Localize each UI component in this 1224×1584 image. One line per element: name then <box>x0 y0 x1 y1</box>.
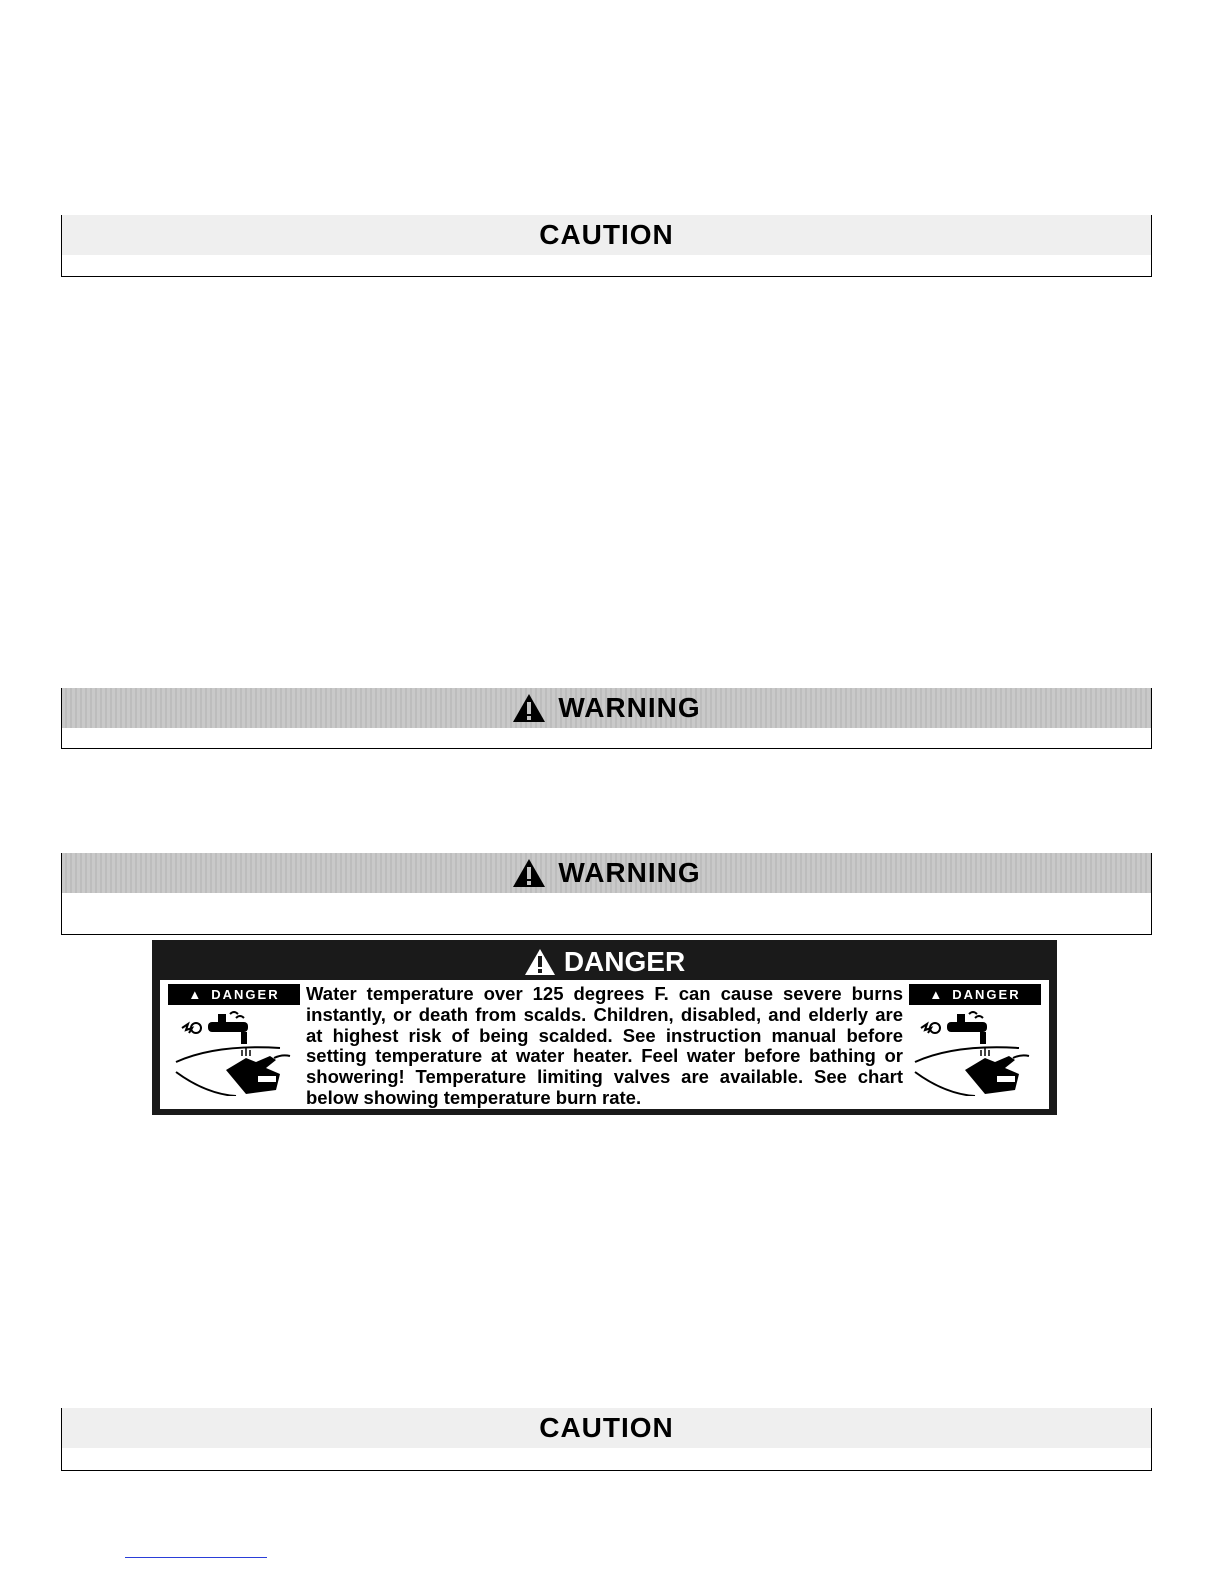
warning-notice-2 <box>61 853 1152 935</box>
caution-title: CAUTION <box>539 219 674 250</box>
danger-side-tag-label: DANGER <box>211 987 280 1002</box>
warning-body <box>62 728 1151 748</box>
hot-water-faucet-hand-icon <box>913 1010 1033 1096</box>
caution-header <box>62 1408 1151 1448</box>
caution-body <box>62 1448 1151 1470</box>
warning-title: WARNING <box>558 692 701 723</box>
danger-side-tag <box>909 984 1041 1005</box>
danger-side-tag-label: DANGER <box>952 987 1021 1002</box>
warning-header <box>61 853 1152 893</box>
caution-header <box>62 215 1151 255</box>
danger-header <box>156 944 1053 980</box>
caution-title: CAUTION <box>539 1412 674 1443</box>
caution-notice-bottom <box>61 1408 1152 1471</box>
warning-body <box>62 893 1151 934</box>
warning-triangle-icon <box>524 948 556 976</box>
caution-notice-top <box>61 215 1152 277</box>
warning-header <box>61 688 1152 728</box>
warning-triangle-icon: ▲ <box>188 987 204 1002</box>
warning-triangle-icon: ▲ <box>929 987 945 1002</box>
danger-message: Water temperature over 125 degrees F. can cause severe burns instantly, or death from scalds. Children, disabled, and elderly are at highest risk of being scalded. See instruction manual before setting temperature at water heater. Feel water before bathing or showering! Temperature limiting valves are available. See chart below showing temperature burn rate. <box>306 983 903 1108</box>
danger-side-tag <box>168 984 300 1005</box>
warning-triangle-icon <box>512 693 546 723</box>
warning-title: WARNING <box>558 857 701 888</box>
danger-side-left <box>160 980 300 1109</box>
danger-title: DANGER <box>563 946 686 977</box>
danger-body <box>160 980 1049 1109</box>
danger-label <box>152 940 1057 1115</box>
hot-water-faucet-hand-icon <box>174 1010 294 1096</box>
danger-side-right <box>909 980 1049 1109</box>
footer-link-underline[interactable] <box>125 1557 267 1558</box>
warning-triangle-icon <box>512 858 546 888</box>
caution-body <box>62 255 1151 276</box>
warning-notice-1 <box>61 688 1152 749</box>
